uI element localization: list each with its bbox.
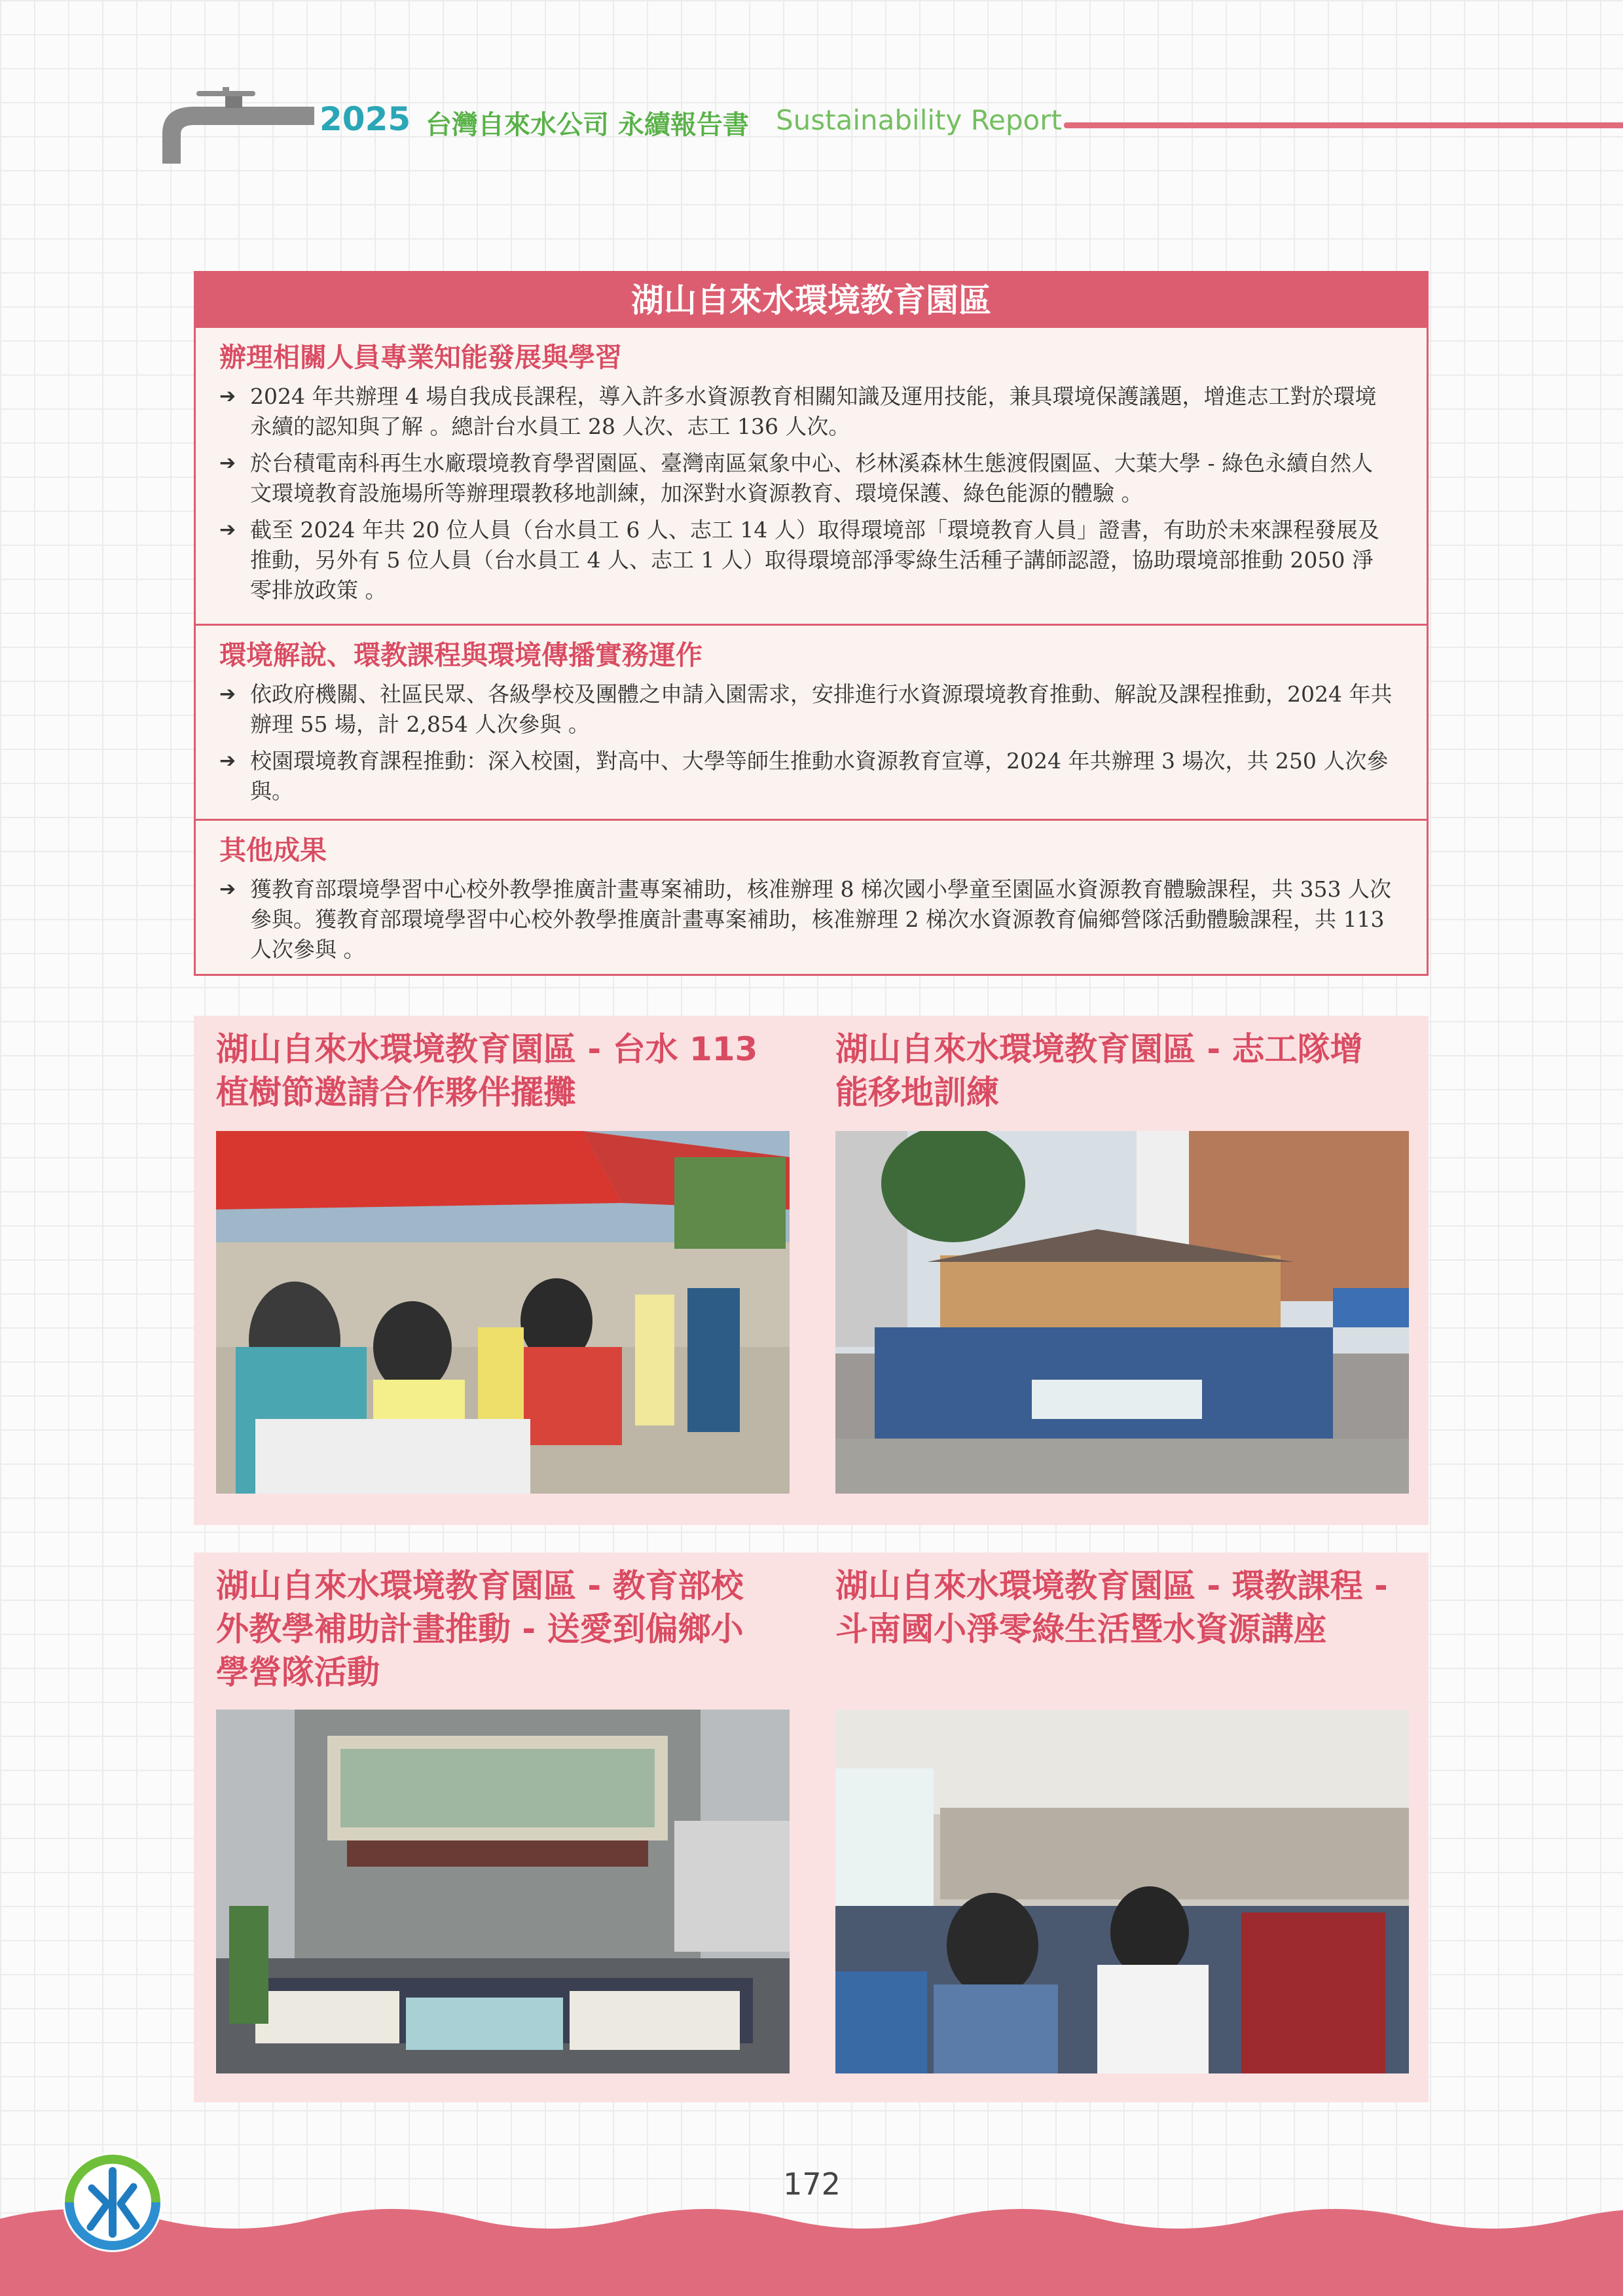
- photo-lecture-hall: [835, 1710, 1409, 2073]
- section-heading: 環境解說、環教課程與環境傳播實務運作: [219, 639, 702, 671]
- list-item: ➔ 校園環境教育課程推動：深入校園，對高中、大學等師生推動水資源教育宣導，2024 年共辦理 3 場次，共 250 人次參與。: [219, 746, 1394, 806]
- section-heading: 其他成果: [219, 834, 327, 866]
- section-other-results: [196, 821, 1427, 976]
- arrow-icon: ➔: [219, 878, 236, 901]
- section-interpretation-courses: [196, 626, 1427, 821]
- info-box: [194, 271, 1429, 976]
- arrow-icon: ➔: [219, 683, 236, 706]
- arrow-icon: ➔: [219, 385, 236, 408]
- arrow-icon: ➔: [219, 452, 236, 475]
- photo-volunteer-training: [835, 1131, 1409, 1494]
- header-divider: [1064, 122, 1623, 128]
- photo-rural-camp: [216, 1710, 790, 2073]
- photo-panel-row-2: [194, 1552, 1429, 2102]
- photo-arbor-day-booth: [216, 1131, 790, 1494]
- arrow-icon: ➔: [219, 518, 236, 541]
- list-item: ➔ 於台積電南科再生水廠環境教育學習園區、臺灣南區氣象中心、杉林溪森林生態渡假園區、大葉大學 - 綠色永續自然人文環境教育設施場所等辦理環教移地訓練，加深對水資源教育、環境保護、綠色能源的體驗 。: [219, 448, 1394, 509]
- taiwan-water-logo-icon: [60, 2150, 165, 2255]
- info-box-title: 湖山自來水環境教育園區: [196, 273, 1427, 328]
- list-item: ➔ 截至 2024 年共 20 位人員（台水員工 6 人、志工 14 人）取得環境部「環境教育人員」證書，有助於未來課程發展及推動，另外有 5 位人員（台水員工 4 人、志工 1 人）取得環境部淨零綠生活種子講師認證，協助環境部推動 2050 淨零排放政策 。: [219, 515, 1394, 605]
- list-item: ➔ 2024 年共辦理 4 場自我成長課程，導入許多水資源教育相關知識及運用技能，兼具環境保護議題，增進志工對於環境永續的認知與了解 。總計台水員工 28 人次、志工 136 人次。: [219, 382, 1394, 442]
- photo-caption: 湖山自來水環境教育園區 - 環教課程 - 斗南國小淨零綠生活暨水資源講座: [835, 1567, 1388, 1648]
- photo-caption: 湖山自來水環境教育園區 - 教育部校 外教學補助計畫推動 - 送愛到偏鄉小 學營隊活動: [216, 1567, 744, 1691]
- arrow-icon: ➔: [219, 749, 236, 772]
- photo-caption: 湖山自來水環境教育園區 - 志工隊增 能移地訓練: [835, 1030, 1363, 1111]
- page-number: 172: [783, 2166, 841, 2202]
- faucet-icon: [157, 82, 314, 167]
- photo-caption: 湖山自來水環境教育園區 - 台水 113 植樹節邀請合作夥伴擺攤: [216, 1030, 758, 1111]
- footer-wave: [0, 2199, 1623, 2296]
- list-item: ➔ 依政府機關、社區民眾、各級學校及團體之申請入園需求，安排進行水資源環境教育推動、解說及課程推動，2024 年共辦理 55 場，計 2,854 人次參與 。: [219, 679, 1394, 740]
- report-year: 2025: [319, 100, 411, 138]
- section-heading: 辦理相關人員專業知能發展與學習: [219, 342, 622, 373]
- section-professional-development: [196, 328, 1427, 626]
- photo-panel-row-1: [194, 1016, 1429, 1525]
- page-header: [157, 82, 1623, 167]
- report-subtitle: Sustainability Report: [776, 104, 1062, 136]
- report-title: 台灣自來水公司 永續報告書: [426, 110, 749, 140]
- list-item: ➔ 獲教育部環境學習中心校外教學推廣計畫專案補助，核准辦理 8 梯次國小學童至園區水資源教育體驗課程，共 353 人次參與。獲教育部環境學習中心校外教學推廣計畫專案補助，核准辦理 2 梯次水資源教育偏鄉營隊活動體驗課程，共 113 人次參與 。: [219, 874, 1394, 965]
